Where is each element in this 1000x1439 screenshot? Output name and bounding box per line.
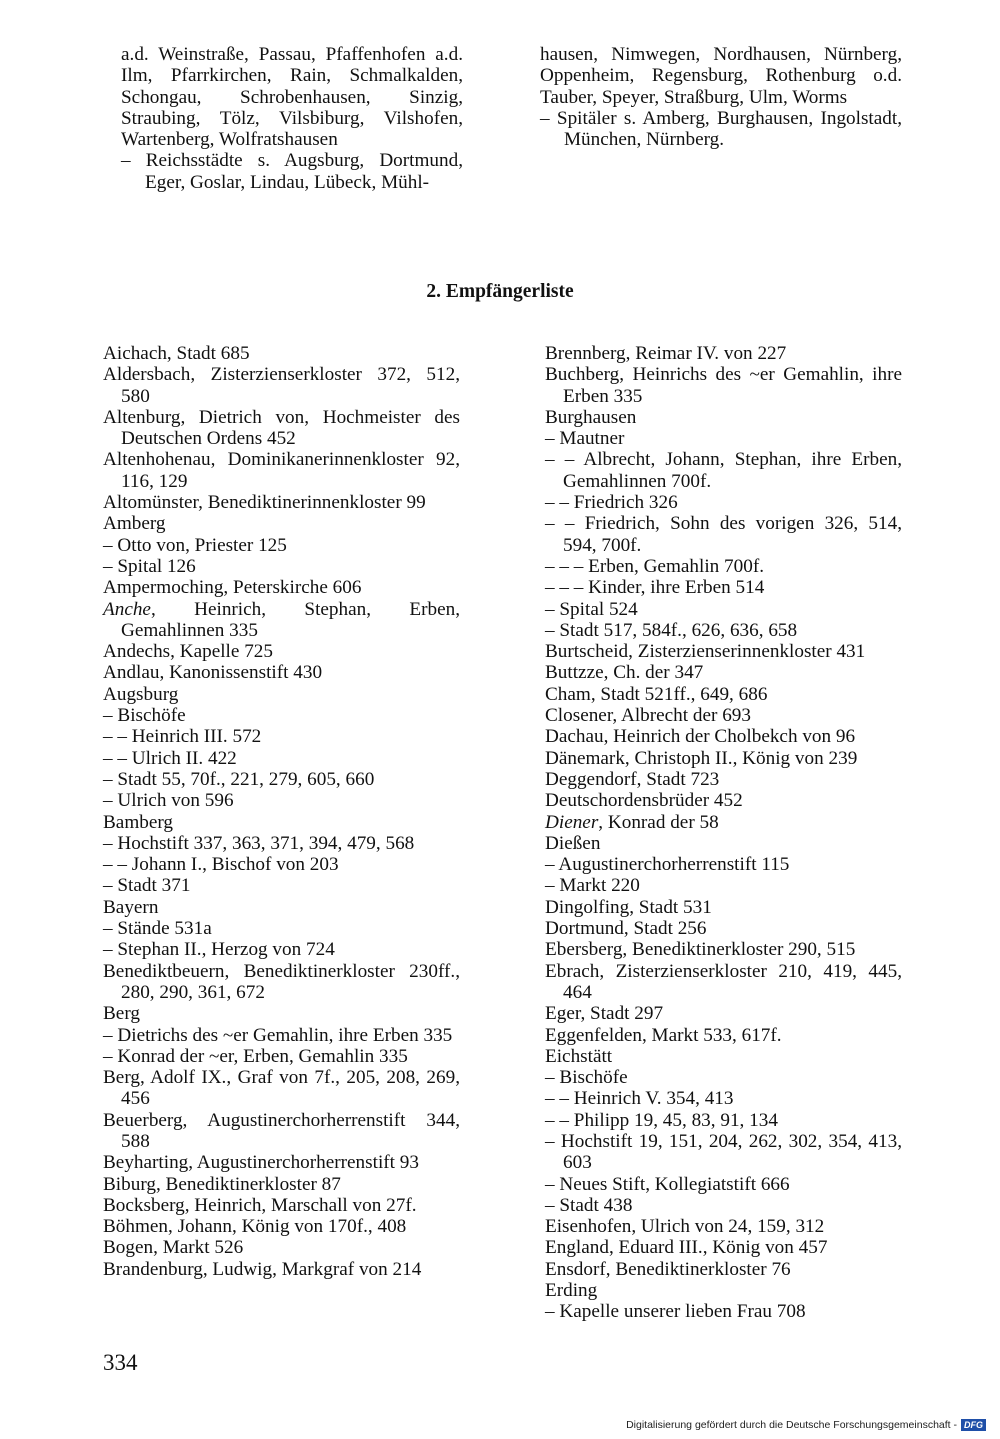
index-entry (103, 726, 460, 747)
entry-text: – – Friedrich, Sohn des vorigen 326, 514, 594, 700f. (545, 513, 902, 556)
entry-text: Altenburg, Dietrich von, Hochmeister des Deutschen Ordens 452 (103, 406, 460, 450)
entry-text: Ebersberg, Benediktinerkloster 290, 515 (545, 939, 856, 961)
entry-text: – Dietrichs des ~er Gemahlin, ihre Erben 335 (103, 1024, 453, 1046)
index-entry (103, 1237, 460, 1258)
top-right-column (540, 44, 902, 150)
index-entry (545, 961, 902, 1004)
index-entry (103, 705, 460, 726)
index-entry (103, 449, 460, 492)
index-entry (545, 556, 902, 577)
index-entry (545, 1174, 902, 1195)
entry-text: – Neues Stift, Kollegiatstift 666 (545, 1173, 790, 1195)
entry-text: – Stadt 517, 584f., 626, 636, 658 (545, 619, 798, 641)
index-entry (103, 556, 460, 577)
entry-text: Burghausen (545, 406, 637, 428)
entry-text: Buchberg, Heinrichs des ~er Gemahlin, ihre Erben 335 (545, 364, 902, 407)
index-entry (103, 833, 460, 854)
index-entry (545, 1110, 902, 1131)
index-entry (545, 599, 902, 620)
index-entry (103, 599, 460, 642)
entry-text: Cham, Stadt 521ff., 649, 686 (545, 683, 768, 705)
index-entry (545, 620, 902, 641)
index-entry (545, 833, 902, 854)
index-entry (545, 364, 902, 407)
entry-text: Bayern (103, 896, 159, 918)
right-entry-column (545, 343, 902, 1323)
entry-text: Andlau, Kanonissenstift 430 (103, 662, 323, 684)
index-entry (545, 812, 902, 833)
entry-text: – Mautner (545, 428, 625, 450)
top-paragraph: a.d. Weinstraße, Passau, Pfaffenhofen a.d. Ilm, Pfarrkirchen, Rain, Schmalkalden, Schongau, Schrobenhausen, Sinzig, Straubing, Tölz, Vilsbiburg, Vilshofen, Wartenberg, Wolfratshausen (121, 44, 463, 151)
index-entry (103, 407, 460, 450)
entry-text: – Bischöfe (545, 1067, 628, 1089)
entry-text: – – Friedrich 326 (545, 492, 678, 514)
entry-text: Brandenburg, Ludwig, Markgraf von 214 (103, 1258, 422, 1280)
index-entry (545, 939, 902, 960)
index-entry (545, 854, 902, 875)
entry-text: Dortmund, Stadt 256 (545, 918, 707, 940)
index-entry (545, 897, 902, 918)
index-entry (545, 1131, 902, 1174)
entry-text: Eger, Stadt 297 (545, 1003, 664, 1025)
entry-text: Bamberg (103, 811, 173, 833)
entry-text: – Augustinerchorherrenstift 115 (545, 854, 790, 876)
index-entry (545, 513, 902, 556)
entry-text: Berg, Adolf IX., Graf von 7f., 205, 208, 269, 456 (103, 1067, 460, 1110)
index-entry (103, 1216, 460, 1237)
entry-text: Aldersbach, Zisterzienserkloster 372, 512, 580 (103, 364, 460, 407)
entry-text: Böhmen, Johann, König von 170f., 408 (103, 1216, 407, 1238)
index-entry (545, 769, 902, 790)
index-entry (103, 748, 460, 769)
index-entry (545, 1046, 902, 1067)
entry-text: – Kapelle unserer lieben Frau 708 (545, 1301, 806, 1323)
entry-text: Dachau, Heinrich der Cholbekch von 96 (545, 726, 856, 748)
entry-text: Closener, Albrecht der 693 (545, 705, 751, 727)
index-entry (103, 343, 460, 364)
entry-text: Eisenhofen, Ulrich von 24, 159, 312 (545, 1216, 825, 1238)
index-entry (103, 854, 460, 875)
index-entry (103, 918, 460, 939)
entry-text: Berg (103, 1003, 140, 1025)
entry-text: Augsburg (103, 683, 179, 705)
index-entry (545, 641, 902, 662)
entry-text: – Spital 524 (545, 598, 638, 620)
entry-text: Dänemark, Christoph II., König von 239 (545, 747, 858, 769)
entry-text: Benediktbeuern, Benediktinerkloster 230ff., 280, 290, 361, 672 (103, 960, 460, 1003)
top-paragraph: – Reichsstädte s. Augsburg, Dortmund, Eger, Goslar, Lindau, Lübeck, Mühl- (121, 150, 463, 193)
index-entry (103, 684, 460, 705)
entry-text: Bogen, Markt 526 (103, 1237, 244, 1259)
entry-text: – – Ulrich II. 422 (103, 747, 237, 769)
entry-text: – – – Erben, Gemahlin 700f. (545, 555, 765, 577)
index-entry (545, 1280, 902, 1301)
top-left-column (121, 44, 463, 193)
index-entry (103, 812, 460, 833)
entry-text: Eichstätt (545, 1045, 613, 1067)
index-entry (545, 1195, 902, 1216)
entry-text: – Otto von, Priester 125 (103, 534, 287, 556)
index-entry (103, 492, 460, 513)
index-entry (545, 748, 902, 769)
left-entry-column (103, 343, 460, 1280)
top-paragraph: – Spitäler s. Amberg, Burghausen, Ingolstadt, München, Nürnberg. (540, 107, 902, 151)
entry-italic-name: Diener (545, 811, 599, 833)
index-entry (545, 918, 902, 939)
entry-text: – Hochstift 337, 363, 371, 394, 479, 568 (103, 832, 415, 854)
index-entry (103, 1046, 460, 1067)
index-entry (103, 1174, 460, 1195)
index-entry (545, 1259, 902, 1280)
index-entry (545, 662, 902, 683)
entry-text: England, Eduard III., König von 457 (545, 1237, 828, 1259)
index-entry (103, 641, 460, 662)
index-entry (103, 1110, 460, 1153)
index-entry (545, 428, 902, 449)
entry-text: Ensdorf, Benediktinerkloster 76 (545, 1258, 791, 1280)
entry-text: , Konrad der 58 (598, 811, 719, 833)
entry-text: – Stephan II., Herzog von 724 (103, 939, 335, 961)
entry-text: – Stadt 55, 70f., 221, 279, 605, 660 (103, 768, 375, 790)
entry-text: – – Heinrich V. 354, 413 (545, 1088, 734, 1110)
index-entry (103, 939, 460, 960)
index-entry (103, 961, 460, 1004)
entry-text: – Stände 531a (103, 918, 212, 940)
entry-text: Dießen (545, 832, 601, 854)
entry-text: – Ulrich von 596 (103, 790, 234, 812)
section-heading: 2. Empfängerliste (426, 281, 574, 302)
entry-text: – Stadt 371 (103, 875, 191, 897)
index-entry (103, 1067, 460, 1110)
index-entry (545, 1067, 902, 1088)
entry-text: Aichach, Stadt 685 (103, 343, 250, 364)
footer (626, 1419, 986, 1431)
index-entry (103, 897, 460, 918)
index-entry (545, 577, 902, 598)
index-entry (545, 1216, 902, 1237)
dfg-logo: DFG (961, 1419, 986, 1431)
entry-text: – – Albrecht, Johann, Stephan, ihre Erben, Gemahlinnen 700f. (545, 449, 902, 492)
index-entry (545, 726, 902, 747)
entry-text: – Markt 220 (545, 875, 640, 897)
index-entry (103, 1152, 460, 1173)
index-entry (545, 492, 902, 513)
index-entry (103, 875, 460, 896)
index-entry (103, 577, 460, 598)
index-entry (103, 1195, 460, 1216)
entry-text: – Bischöfe (103, 705, 186, 727)
index-entry (545, 1088, 902, 1109)
index-entry (103, 662, 460, 683)
entry-text: Burtscheid, Zisterzienserinnenkloster 431 (545, 641, 866, 663)
index-entry (545, 790, 902, 811)
index-entry (545, 1003, 902, 1024)
entry-text: – – Johann I., Bischof von 203 (103, 854, 339, 876)
entry-text: Eggenfelden, Markt 533, 617f. (545, 1024, 782, 1046)
entry-text: – Hochstift 19, 151, 204, 262, 302, 354, 413, 603 (545, 1130, 902, 1174)
entry-text: – Spital 126 (103, 555, 196, 577)
entry-text: Ebrach, Zisterzienserkloster 210, 419, 445, 464 (545, 960, 902, 1003)
entry-text: – – Philipp 19, 45, 83, 91, 134 (545, 1109, 778, 1131)
index-entry (103, 364, 460, 407)
index-entry (545, 1025, 902, 1046)
index-entry (545, 407, 902, 428)
index-entry (103, 535, 460, 556)
index-entry (545, 684, 902, 705)
entry-text: , Heinrich, Stephan, Erben, Gemahlinnen 335 (121, 598, 460, 641)
index-entry (103, 1259, 460, 1280)
index-entry (545, 449, 902, 492)
entry-text: Amberg (103, 513, 166, 535)
index-entry (103, 513, 460, 534)
entry-text: Altenhohenau, Dominikanerinnenkloster 92, 116, 129 (103, 449, 460, 492)
entry-text: Brennberg, Reimar IV. von 227 (545, 343, 787, 364)
index-entry (545, 1301, 902, 1322)
entry-text: Erding (545, 1280, 598, 1302)
entry-text: – – – Kinder, ihre Erben 514 (545, 577, 765, 599)
footer-text: Digitalisierung gefördert durch die Deutsche Forschungsgemeinschaft - (626, 1419, 957, 1431)
entry-italic-name: Anche (103, 598, 151, 620)
entry-text: Dingolfing, Stadt 531 (545, 896, 712, 918)
entry-text: Biburg, Benediktinerkloster 87 (103, 1173, 341, 1195)
top-paragraph: hausen, Nimwegen, Nordhausen, Nürnberg, Oppenheim, Regensburg, Rothenburg o.d. Tauber, Speyer, Straßburg, Ulm, Worms (540, 44, 902, 108)
entry-text: Beuerberg, Augustinerchorherrenstift 344, 588 (103, 1109, 460, 1152)
index-entry (103, 769, 460, 790)
entry-text: Altomünster, Benediktinerinnenkloster 99 (103, 492, 426, 514)
index-entry (545, 343, 902, 364)
entry-text: – Konrad der ~er, Erben, Gemahlin 335 (103, 1045, 408, 1067)
entry-text: Deggendorf, Stadt 723 (545, 768, 720, 790)
page-number: 334 (103, 1350, 138, 1375)
index-entry (103, 790, 460, 811)
entry-text: Deutschordensbrüder 452 (545, 790, 743, 812)
entry-text: Buttzze, Ch. der 347 (545, 662, 704, 684)
entry-text: – – Heinrich III. 572 (103, 726, 262, 748)
entry-text: Beyharting, Augustinerchorherrenstift 93 (103, 1152, 419, 1174)
index-entry (103, 1025, 460, 1046)
index-entry (545, 875, 902, 896)
entry-text: Andechs, Kapelle 725 (103, 641, 273, 663)
entry-text: – Stadt 438 (545, 1194, 633, 1216)
index-entry (545, 1237, 902, 1258)
entry-text: Bocksberg, Heinrich, Marschall von 27f. (103, 1194, 417, 1216)
index-entry (545, 705, 902, 726)
index-entry (103, 1003, 460, 1024)
entry-text: Ampermoching, Peterskirche 606 (103, 577, 362, 599)
